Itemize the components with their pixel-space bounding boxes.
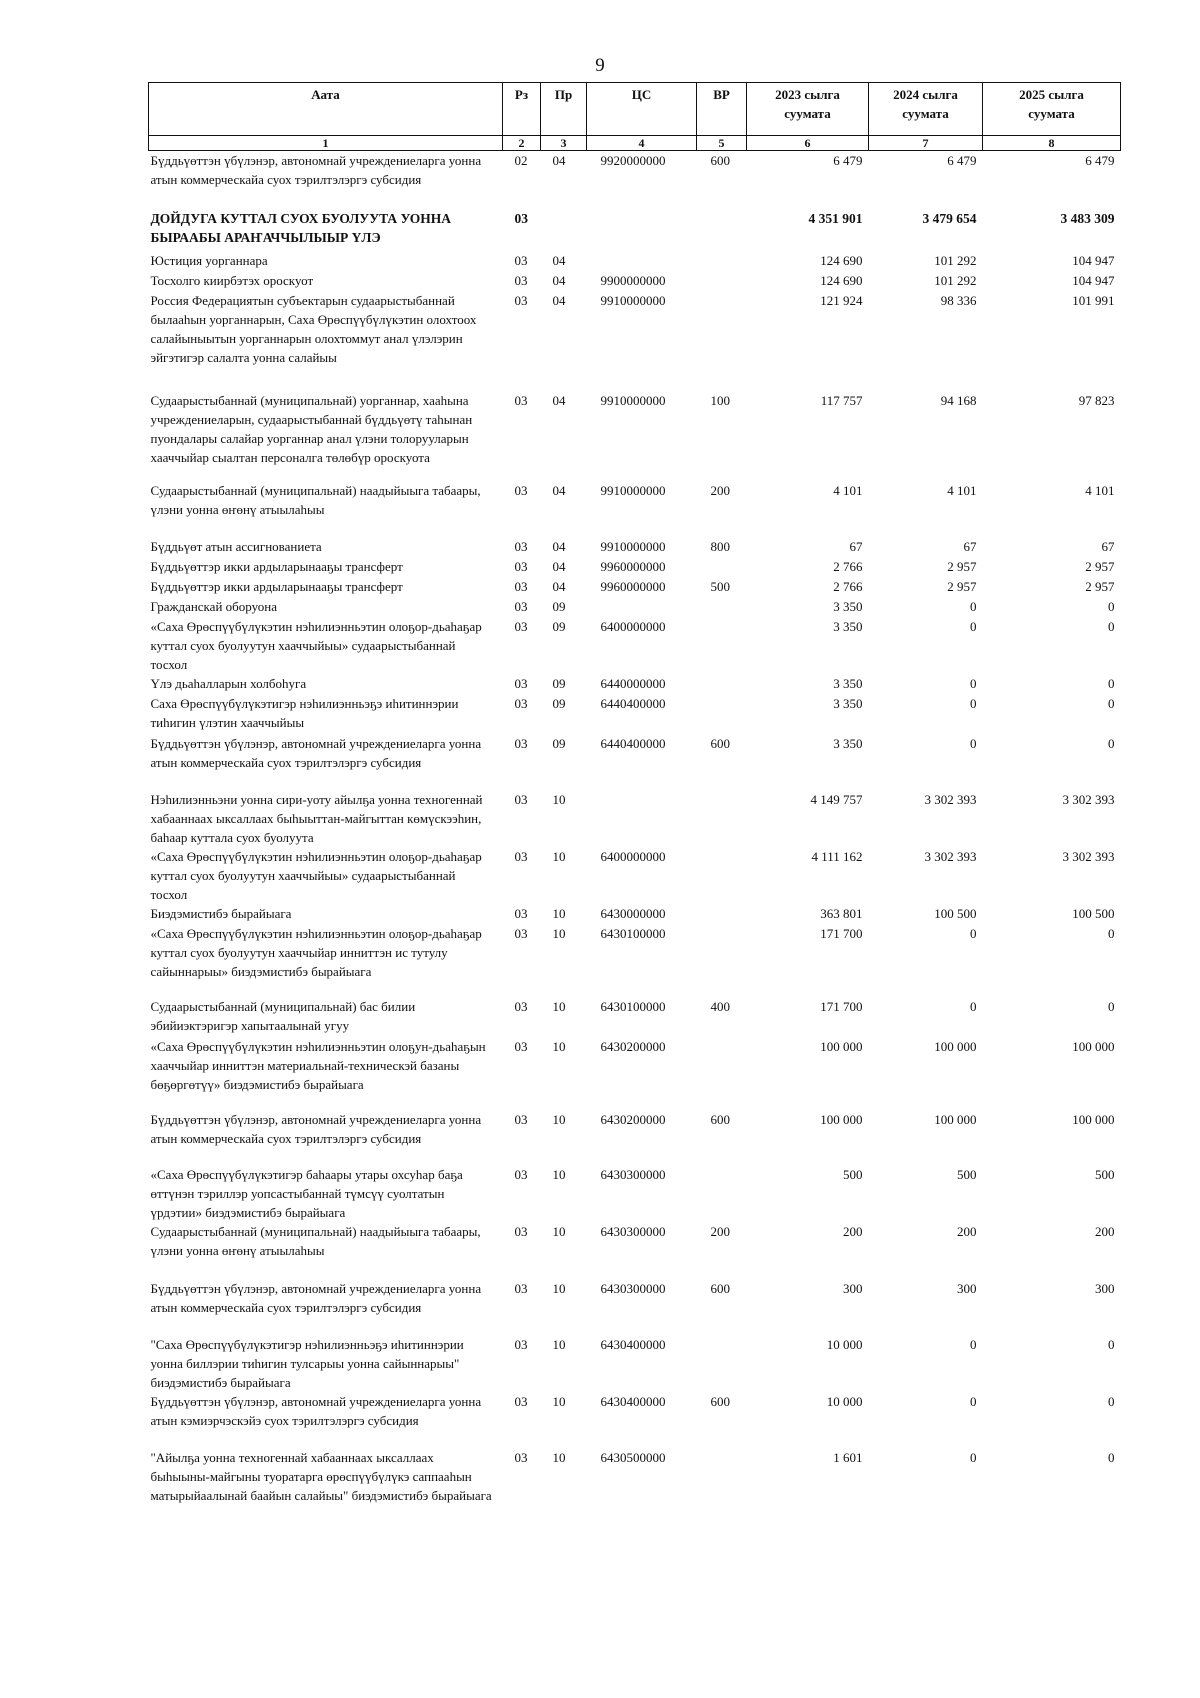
row-cs-cell: 9960000000 — [600, 558, 666, 574]
row-2023-cell: 10 000 — [826, 1336, 863, 1352]
table-row — [149, 391, 1121, 481]
row-cs-cell: 9900000000 — [600, 272, 666, 288]
row-rz-cell: 03 — [514, 482, 528, 498]
table-row — [149, 924, 1121, 997]
column-number: 6 — [747, 136, 869, 151]
row-name-cell: ДОЙДУГА КУТТАЛ СУОХ БУОЛУУТА УОННА БЫРААБЫ АРАҤАЧЧЫЛЫЫР ҮЛЭ — [150, 210, 452, 245]
table-row — [149, 847, 1121, 904]
column-header-vr: ВР — [697, 83, 747, 136]
table-header-row — [149, 83, 1121, 136]
row-name-cell: Судаарыстыбаннай (муниципальнай) бас билии эбийиэктэригэр хапытаалынай угуу — [150, 998, 416, 1033]
row-cs-cell: 6430200000 — [600, 1111, 666, 1127]
row-2023-cell: 363 801 — [820, 905, 863, 921]
row-rz-cell: 03 — [514, 1449, 528, 1465]
row-name-cell: "Саха Өрөспүүбүлүкэтигэр нэһилиэнньэҕэ иһитиннэрии уонна биллэрии тиһигин тулсарыы уонна сайыннарыы" биэдэмистибэ бырайыага — [150, 1336, 464, 1390]
row-vr-cell — [697, 1448, 747, 1524]
row-pr-cell: 10 — [552, 848, 566, 864]
row-2023-cell: 10 000 — [826, 1393, 863, 1409]
column-number: 4 — [587, 136, 697, 151]
row-vr-cell — [697, 291, 747, 391]
table-row — [149, 997, 1121, 1037]
row-2023-cell: 4 101 — [833, 482, 863, 498]
row-2025-cell: 104 947 — [1072, 252, 1115, 268]
row-pr-cell: 04 — [552, 538, 566, 554]
budget-table — [148, 82, 1121, 1524]
row-cs-cell: 6430300000 — [600, 1166, 666, 1182]
row-pr-cell: 10 — [552, 1449, 566, 1465]
column-header-name: Аата — [149, 83, 503, 136]
table-row — [149, 1448, 1121, 1524]
row-vr-cell — [697, 251, 747, 271]
row-2025-cell: 2 957 — [1085, 558, 1115, 574]
row-2024-cell: 0 — [970, 1449, 977, 1465]
column-header-cs: ЦС — [587, 83, 697, 136]
row-pr-cell: 04 — [552, 153, 566, 168]
row-rz-cell: 03 — [514, 618, 528, 634]
row-name-cell: Бүддьүөттэн үбүлэнэр, автономнай учреждениеларга уонна атын коммерческайа суох тэрилтэлэргэ субсидия — [150, 1280, 482, 1315]
row-2025-cell: 0 — [1108, 695, 1115, 711]
row-pr-cell: 09 — [552, 598, 566, 614]
row-rz-cell: 03 — [514, 538, 528, 554]
row-vr-cell — [697, 694, 747, 734]
row-vr-cell — [697, 1165, 747, 1222]
row-vr-cell — [697, 790, 747, 847]
row-vr-cell — [697, 674, 747, 694]
row-pr-cell: 10 — [552, 791, 566, 807]
row-name-cell: Биэдэмистибэ бырайыага — [150, 905, 292, 921]
row-2023-cell: 6 479 — [833, 153, 863, 168]
row-2024-cell: 0 — [970, 735, 977, 751]
row-2024-cell: 67 — [963, 538, 977, 554]
row-vr-cell: 400 — [710, 998, 730, 1014]
column-header-2024: 2024 сылга суумата — [869, 83, 983, 136]
row-2024-cell: 94 168 — [940, 392, 977, 408]
row-rz-cell: 02 — [514, 153, 528, 168]
row-pr-cell: 04 — [552, 558, 566, 574]
row-pr-cell: 04 — [552, 292, 566, 308]
row-2025-cell: 3 483 309 — [1060, 210, 1115, 226]
table-row — [149, 1392, 1121, 1448]
row-pr-cell: 10 — [552, 1393, 566, 1409]
column-number: 7 — [869, 136, 983, 151]
row-pr-cell: 10 — [552, 925, 566, 941]
row-name-cell: Үлэ дьаһалларын холбоһуга — [150, 675, 307, 691]
row-2025-cell: 3 302 393 — [1062, 791, 1115, 807]
row-cs-cell: 6430400000 — [600, 1336, 666, 1352]
row-2024-cell: 300 — [957, 1280, 977, 1296]
row-rz-cell: 03 — [514, 1336, 528, 1352]
row-rz-cell: 03 — [514, 1038, 528, 1054]
row-vr-cell: 500 — [710, 578, 730, 594]
row-2024-cell: 101 292 — [934, 252, 977, 268]
row-name-cell: Судаарыстыбаннай (муниципальнай) наадыйыыга табаары, үлэни уонна өҥөнү атыылаһыы — [150, 482, 481, 517]
row-2023-cell: 3 350 — [833, 675, 863, 691]
row-cs-cell: 9910000000 — [600, 392, 666, 408]
row-2025-cell: 100 000 — [1072, 1111, 1115, 1127]
row-2024-cell: 0 — [970, 925, 977, 941]
row-2025-cell: 67 — [1101, 538, 1115, 554]
row-name-cell: Бүддьүөттэн үбүлэнэр, автономнай учреждениеларга уонна атын коммерческайа суох тэрилтэлэргэ субсидия — [150, 153, 482, 187]
row-2025-cell: 97 823 — [1078, 392, 1115, 408]
row-name-cell: Россия Федерациятын субъектарын судаарыстыбаннай былааһын уорганнарын, Саха Өрөспүүбүлүкэтин олохтоох салайыныытын уорганнарын олохтоммут анал үлэлэрин эйгэтигэр салалта уонна салайыы — [150, 292, 477, 365]
row-2024-cell: 0 — [970, 998, 977, 1014]
row-cs-cell: 9910000000 — [600, 292, 666, 308]
row-pr-cell: 09 — [552, 735, 566, 751]
row-2023-cell: 67 — [849, 538, 863, 554]
row-pr-cell: 10 — [552, 1223, 566, 1239]
row-cs-cell — [587, 597, 697, 617]
row-2024-cell: 101 292 — [934, 272, 977, 288]
row-rz-cell: 03 — [514, 675, 528, 691]
column-number: 1 — [149, 136, 503, 151]
row-2023-cell: 121 924 — [820, 292, 863, 308]
row-cs-cell: 6440400000 — [600, 695, 666, 711]
table-row — [149, 481, 1121, 537]
row-pr-cell: 04 — [552, 578, 566, 594]
page-number: 9 — [595, 55, 605, 76]
row-pr-cell: 10 — [552, 998, 566, 1014]
row-rz-cell: 03 — [514, 1223, 528, 1239]
row-2023-cell: 3 350 — [833, 695, 863, 711]
row-pr-cell: 10 — [552, 1166, 566, 1182]
column-header-2023: 2023 сылга суумата — [747, 83, 869, 136]
row-2025-cell: 200 — [1095, 1223, 1115, 1239]
table-body — [149, 151, 1121, 1524]
row-vr-cell — [697, 271, 747, 291]
row-2024-cell: 98 336 — [940, 292, 977, 308]
table-row — [149, 271, 1121, 291]
row-2024-cell: 200 — [957, 1223, 977, 1239]
row-cs-cell: 6400000000 — [600, 618, 666, 634]
row-pr-cell: 10 — [552, 1336, 566, 1352]
row-vr-cell — [697, 597, 747, 617]
row-2023-cell: 4 351 901 — [808, 210, 863, 226]
row-2025-cell: 0 — [1108, 1449, 1115, 1465]
row-rz-cell: 03 — [514, 695, 528, 711]
row-2025-cell: 3 302 393 — [1062, 848, 1115, 864]
row-vr-cell: 800 — [710, 538, 730, 554]
table-row — [149, 1335, 1121, 1392]
row-2025-cell: 0 — [1108, 925, 1115, 941]
row-2025-cell: 0 — [1108, 735, 1115, 751]
row-name-cell: «Саха Өрөспүүбүлүкэтин нэһилиэнньэтин олоҕун-дьаһаҕын хааччыйар инниттэн материальнай-техническэй базаны бөҕөргөтүү» биэдэмистибэ бырайыага — [150, 1038, 486, 1092]
row-2025-cell: 0 — [1108, 675, 1115, 691]
table-row — [149, 1037, 1121, 1110]
table-row — [149, 1279, 1121, 1335]
table-row — [149, 209, 1121, 251]
table-row — [149, 904, 1121, 924]
row-name-cell: Бүддьүөттэн үбүлэнэр, автономнай учреждениеларга уонна атын кэмиэрчэскэйэ суох тэрилтэлэргэ субсидия — [150, 1393, 482, 1428]
row-pr-cell: 04 — [552, 392, 566, 408]
row-name-cell: Судаарыстыбаннай (муниципальнай) наадыйыыга табаары, үлэни уонна өҥөнү атыылаһыы — [150, 1223, 481, 1258]
row-2025-cell: 6 479 — [1085, 153, 1115, 168]
row-2023-cell: 3 350 — [833, 735, 863, 751]
row-name-cell: Юстиция уорганнара — [150, 252, 268, 268]
row-rz-cell: 03 — [514, 1393, 528, 1409]
row-2025-cell: 0 — [1108, 998, 1115, 1014]
row-vr-cell: 100 — [710, 392, 730, 408]
table-row — [149, 291, 1121, 391]
row-vr-cell — [697, 924, 747, 997]
row-2024-cell: 3 479 654 — [922, 210, 977, 226]
row-rz-cell: 03 — [514, 598, 528, 614]
row-2023-cell: 124 690 — [820, 252, 863, 268]
row-cs-cell: 6430100000 — [600, 998, 666, 1014]
column-number: 5 — [697, 136, 747, 151]
row-rz-cell: 03 — [514, 1166, 528, 1182]
row-2024-cell: 0 — [970, 618, 977, 634]
table-column-number-row — [149, 136, 1121, 151]
row-cs-cell: 6430500000 — [600, 1449, 666, 1465]
row-2025-cell: 101 991 — [1072, 292, 1115, 308]
row-2025-cell: 500 — [1095, 1166, 1115, 1182]
row-cs-cell: 9960000000 — [600, 578, 666, 594]
table-row — [149, 577, 1121, 597]
table-row — [149, 674, 1121, 694]
row-rz-cell: 03 — [514, 1111, 528, 1127]
table-row — [149, 1222, 1121, 1279]
row-2023-cell: 171 700 — [820, 998, 863, 1014]
row-cs-cell: 6430000000 — [600, 905, 666, 921]
row-2024-cell: 3 302 393 — [924, 848, 977, 864]
row-vr-cell: 200 — [710, 482, 730, 498]
row-2023-cell: 4 149 757 — [810, 791, 863, 807]
row-cs-cell: 6440000000 — [600, 675, 666, 691]
row-vr-cell: 600 — [710, 1393, 730, 1409]
row-vr-cell — [697, 847, 747, 904]
row-2023-cell: 3 350 — [833, 598, 863, 614]
row-pr-cell: 10 — [552, 1038, 566, 1054]
row-cs-cell: 9910000000 — [600, 538, 666, 554]
row-2024-cell: 3 302 393 — [924, 791, 977, 807]
row-2025-cell: 0 — [1108, 1336, 1115, 1352]
row-name-cell: Бүддьүөттэр икки ардыларынааҕы трансферт — [150, 558, 403, 574]
row-pr-cell — [541, 209, 587, 251]
column-header-rz: Рз — [503, 83, 541, 136]
row-rz-cell: 03 — [514, 210, 528, 226]
row-vr-cell — [697, 1335, 747, 1392]
row-2023-cell: 2 766 — [833, 578, 863, 594]
row-2023-cell: 100 000 — [820, 1038, 863, 1054]
row-2025-cell: 0 — [1108, 598, 1115, 614]
row-name-cell: «Саха Өрөспүүбүлүкэтигэр баһаары утары охсуһар баҕа өттүнэн тэриллэр уопсастыбаннай түмсүү суолтатын үрдэтии» биэдэмистибэ бырайыага — [150, 1166, 463, 1220]
row-vr-cell: 200 — [710, 1223, 730, 1239]
column-number: 8 — [983, 136, 1121, 151]
row-name-cell: Судаарыстыбаннай (муниципальнай) уорганнар, хааһына учреждениеларын, судаарыстыбаннай бүддьүөтү таһынан пуондалары салайар уорганнар анал үлэни толорууларын хааччыйар сыалтан персоналга төлөбүр ороскуота — [150, 392, 473, 465]
row-2024-cell: 0 — [970, 695, 977, 711]
row-name-cell: «Саха Өрөспүүбүлүкэтин нэһилиэнньэтин олоҕор-дьаһаҕар куттал суох буолуутун хааччыйыы» судаарыстыбаннай тосхол — [150, 618, 482, 672]
row-2024-cell: 0 — [970, 675, 977, 691]
row-name-cell: Бүддьүөттэр икки ардыларынааҕы трансферт — [150, 578, 403, 594]
row-2025-cell: 0 — [1108, 1393, 1115, 1409]
row-pr-cell: 09 — [552, 695, 566, 711]
row-name-cell: Саха Өрөспүүбүлүкэтигэр нэһилиэнньэҕэ иһитиннэрии тиһигин үлэтин хааччыйыы — [150, 695, 459, 730]
row-vr-cell: 600 — [710, 1280, 730, 1296]
row-2024-cell: 6 479 — [947, 153, 977, 168]
row-pr-cell: 04 — [552, 252, 566, 268]
table-row — [149, 734, 1121, 790]
row-pr-cell: 04 — [552, 482, 566, 498]
row-2023-cell: 500 — [843, 1166, 863, 1182]
row-name-cell: Гражданскай оборуона — [150, 598, 278, 614]
row-rz-cell: 03 — [514, 905, 528, 921]
row-2023-cell: 200 — [843, 1223, 863, 1239]
row-2023-cell: 4 111 162 — [811, 848, 863, 864]
row-2023-cell: 171 700 — [820, 925, 863, 941]
row-pr-cell: 09 — [552, 675, 566, 691]
row-rz-cell: 03 — [514, 735, 528, 751]
row-cs-cell: 9910000000 — [600, 482, 666, 498]
column-number: 3 — [541, 136, 587, 151]
row-pr-cell: 10 — [552, 905, 566, 921]
row-vr-cell — [697, 557, 747, 577]
table-row — [149, 537, 1121, 557]
row-2025-cell: 100 500 — [1072, 905, 1115, 921]
row-rz-cell: 03 — [514, 292, 528, 308]
row-rz-cell: 03 — [514, 925, 528, 941]
row-name-cell: «Саха Өрөспүүбүлүкэтин нэһилиэнньэтин олоҕор-дьаһаҕар куттал суох буолуутун хааччыйар инниттэн ис тутулу сайыннарыы» биэдэмистибэ бырайыага — [150, 925, 482, 979]
row-cs-cell: 6430300000 — [600, 1223, 666, 1239]
row-vr-cell: 600 — [710, 735, 730, 751]
row-2024-cell: 100 500 — [934, 905, 977, 921]
row-vr-cell: 600 — [710, 153, 730, 168]
row-2025-cell: 100 000 — [1072, 1038, 1115, 1054]
row-2025-cell: 2 957 — [1085, 578, 1115, 594]
row-2024-cell: 100 000 — [934, 1111, 977, 1127]
row-cs-cell: 6430200000 — [600, 1038, 666, 1054]
table-row — [149, 694, 1121, 734]
row-vr-cell — [697, 209, 747, 251]
row-cs-cell: 6430400000 — [600, 1393, 666, 1409]
row-2023-cell: 100 000 — [820, 1111, 863, 1127]
row-rz-cell: 03 — [514, 1280, 528, 1296]
row-2023-cell: 300 — [843, 1280, 863, 1296]
row-2024-cell: 2 957 — [947, 558, 977, 574]
row-2025-cell: 300 — [1095, 1280, 1115, 1296]
row-2023-cell: 3 350 — [833, 618, 863, 634]
row-2024-cell: 500 — [957, 1166, 977, 1182]
row-vr-cell — [697, 617, 747, 674]
row-pr-cell: 10 — [552, 1280, 566, 1296]
row-cs-cell: 6430300000 — [600, 1280, 666, 1296]
table-row — [149, 790, 1121, 847]
row-2024-cell: 2 957 — [947, 578, 977, 594]
column-number: 2 — [503, 136, 541, 151]
row-cs-cell — [587, 209, 697, 251]
row-rz-cell: 03 — [514, 791, 528, 807]
row-pr-cell: 04 — [552, 272, 566, 288]
row-pr-cell: 10 — [552, 1111, 566, 1127]
table-row — [149, 557, 1121, 577]
row-vr-cell — [697, 904, 747, 924]
row-2023-cell: 124 690 — [820, 272, 863, 288]
table-row — [149, 251, 1121, 271]
row-rz-cell: 03 — [514, 558, 528, 574]
row-2024-cell: 0 — [970, 1393, 977, 1409]
table-row — [149, 151, 1121, 209]
row-rz-cell: 03 — [514, 998, 528, 1014]
row-2023-cell: 117 757 — [820, 392, 863, 408]
row-name-cell: «Саха Өрөспүүбүлүкэтин нэһилиэнньэтин олоҕор-дьаһаҕар куттал суох буолуутун хааччыйыы» судаарыстыбаннай тосхол — [150, 848, 482, 902]
table-row — [149, 1110, 1121, 1165]
row-rz-cell: 03 — [514, 392, 528, 408]
row-rz-cell: 03 — [514, 272, 528, 288]
row-name-cell: Бүддьүөт атын ассигнованиета — [150, 538, 322, 554]
column-header-2025: 2025 сылга суумата — [983, 83, 1121, 136]
row-cs-cell — [587, 790, 697, 847]
row-name-cell: Бүддьүөттэн үбүлэнэр, автономнай учреждениеларга уонна атын коммерческайа суох тэрилтэлэргэ субсидия — [150, 1111, 482, 1146]
row-rz-cell: 03 — [514, 578, 528, 594]
row-name-cell: "Айылҕа уонна техногеннай хабааннаах ыксаллаах быһыыны-майгыны туоратарга өрөспүүбүлүкэ саппааһын матырыйаалынай баайын салайыы" биэдэмистибэ бырайыага — [150, 1449, 492, 1503]
row-rz-cell: 03 — [514, 848, 528, 864]
row-vr-cell — [697, 1037, 747, 1110]
row-cs-cell: 6430100000 — [600, 925, 666, 941]
row-2025-cell: 0 — [1108, 618, 1115, 634]
row-name-cell: Нэһилиэнньэни уонна сири-уоту айылҕа уонна техногеннай хабааннаах ыксаллаах быһыыттан-майгыттан көмүскээһин, баһаар куттала суох буолуута — [150, 791, 483, 845]
row-rz-cell: 03 — [514, 252, 528, 268]
row-2024-cell: 100 000 — [934, 1038, 977, 1054]
row-2025-cell: 4 101 — [1085, 482, 1115, 498]
row-vr-cell: 600 — [710, 1111, 730, 1127]
table-row — [149, 617, 1121, 674]
row-2023-cell: 2 766 — [833, 558, 863, 574]
row-cs-cell: 6440400000 — [600, 735, 666, 751]
row-2024-cell: 0 — [970, 598, 977, 614]
row-2024-cell: 4 101 — [947, 482, 977, 498]
row-name-cell: Бүддьүөттэн үбүлэнэр, автономнай учреждениеларга уонна атын коммерческайа суох тэрилтэлэргэ субсидия — [150, 735, 482, 770]
row-2024-cell: 0 — [970, 1336, 977, 1352]
row-2023-cell: 1 601 — [833, 1449, 863, 1465]
row-pr-cell: 09 — [552, 618, 566, 634]
column-header-pr: Пр — [541, 83, 587, 136]
row-cs-cell — [587, 251, 697, 271]
row-cs-cell: 6400000000 — [600, 848, 666, 864]
table-row — [149, 597, 1121, 617]
table-row — [149, 1165, 1121, 1222]
row-name-cell: Тосхолго киирбэтэх ороскуот — [150, 272, 314, 288]
row-cs-cell: 9920000000 — [600, 153, 666, 168]
row-2025-cell: 104 947 — [1072, 272, 1115, 288]
